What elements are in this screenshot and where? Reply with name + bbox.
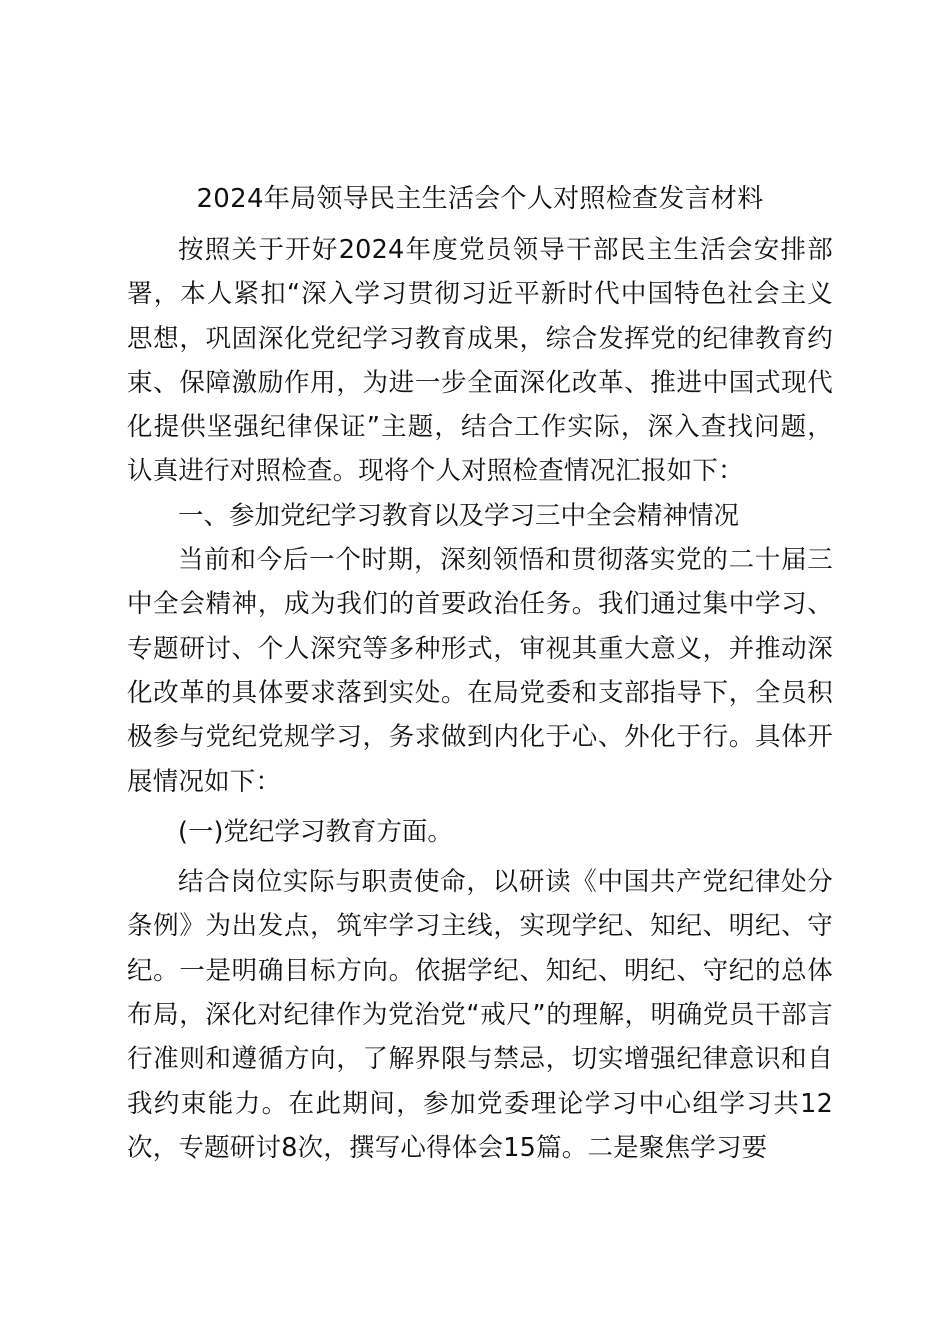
section-1-paragraph: 当前和今后一个时期，深刻领悟和贯彻落实党的二十届三中全会精神，成为我们的首要政治任务。我们通过集中学习、专题研讨、个人深究等多种形式，审视其重大意义，并推动深化改革的具体要求落到实处。在局党委和支部指导下，全员积极参与党纪党规学习，务求做到内化于心、外化于行。具体开展情况如下： — [127, 545, 833, 797]
section-1-heading: 一、参加党纪学习教育以及学习三中全会精神情况 — [178, 500, 740, 531]
intro-paragraph: 按照关于开好2024年度党员领导干部民主生活会安排部署，本人紧扣“深入学习贯彻习近平新时代中国特色社会主义思想，巩固深化党纪学习教育成果，综合发挥党的纪律教育约束、保障激励作用，为进一步全面深化改革、推进中国式现代化提供坚强纪律保证”主题，结合工作实际，深入查找问题，认真进行对照检查。现将个人对照检查情况汇报如下： — [127, 235, 833, 487]
subsection-1-heading: (一)党纪学习教育方面。 — [178, 816, 453, 847]
document-title: 2024年局领导民主生活会个人对照检查发言材料 — [196, 184, 764, 214]
document-page — [127, 174, 833, 1170]
subsection-1-paragraph: 结合岗位实际与职责使命，以研读《中国共产党纪律处分条例》为出发点，筑牢学习主线，实现学纪、知纪、明纪、守纪。一是明确目标方向。依据学纪、知纪、明纪、守纪的总体布局，深化对纪律作为党治党“戒尺”的理解，明确党员干部言行准则和遵循方向，了解界限与禁忌，切实增强纪律意识和自我约束能力。在此期间，参加党委理论学习中心组学习共12次，专题研讨8次，撰写心得体会15篇。二是聚焦学习要 — [127, 867, 833, 1163]
